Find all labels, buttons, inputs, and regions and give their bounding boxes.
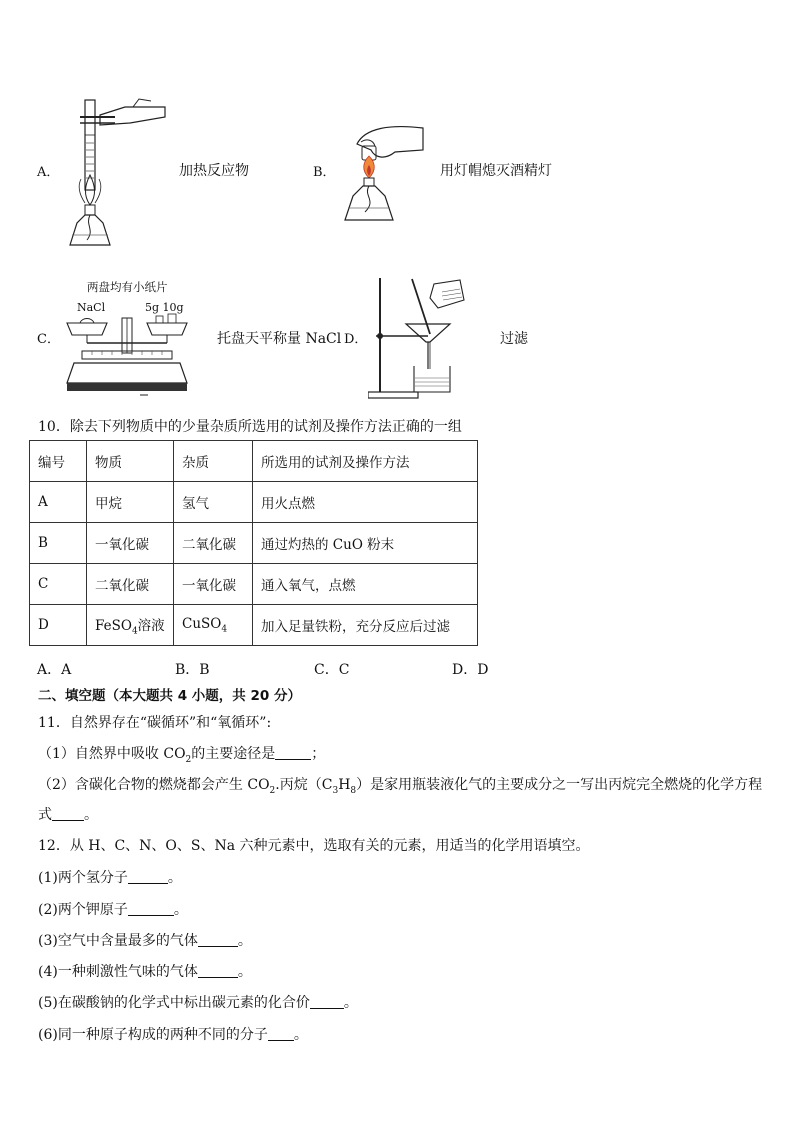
q12-item-1 — [38, 867, 182, 887]
q12-item-4 — [38, 961, 252, 981]
choice-c: C．C — [314, 662, 350, 678]
table-header-cell: 编号 — [30, 441, 87, 482]
figure-balance — [62, 313, 197, 398]
table-cell: 通入氧气，点燃 — [253, 564, 478, 605]
punct: ； — [311, 746, 326, 762]
figure-heating-apparatus — [55, 95, 175, 255]
choice-a: A．A — [37, 662, 72, 678]
q12-stem: 12．从 H、C、N、O、S、Na 六种元素中，选取有关的元素，用适当的化学用语填空。 — [38, 838, 590, 854]
option-b-text: 用灯帽熄灭酒精灯 — [440, 163, 552, 179]
formula-cuso4: CuSO — [182, 615, 222, 632]
option-a-letter: A． — [37, 165, 60, 180]
q11-part2-text2: .丙烷（C — [275, 777, 333, 793]
q11-part1-text2: 的主要途径是 — [191, 746, 276, 762]
option-a-text: 加热反应物 — [179, 163, 249, 179]
balance-right-label: 5g 10g — [145, 301, 184, 314]
option-d-letter: D． — [344, 332, 368, 347]
table-cell: A — [30, 482, 87, 523]
q12-item-5 — [38, 992, 358, 1012]
q11-part1 — [38, 743, 325, 765]
q12-item-2 — [38, 899, 188, 919]
table-header-cell: 杂质 — [174, 441, 253, 482]
option-b-letter: B． — [313, 165, 336, 180]
q11-stem: 11．自然界存在“碳循环”和“氧循环”: — [38, 715, 272, 731]
table-row — [30, 605, 478, 646]
answer-blank — [310, 994, 344, 1009]
q12-item-text: (5)在碳酸钠的化学式中标出碳元素的化合价 — [38, 995, 310, 1011]
q11-part2-text3: H — [338, 777, 351, 793]
answer-blank — [268, 1026, 294, 1041]
table-cell: 通过灼热的 CuO 粉末 — [253, 523, 478, 564]
table-cell: 用火点燃 — [253, 482, 478, 523]
option-c-letter: C． — [37, 332, 60, 347]
cell-suffix: 溶液 — [137, 617, 165, 634]
answer-blank — [198, 963, 238, 978]
q11-part2-text: （2）含碳化合物的燃烧都会产生 CO — [38, 777, 270, 793]
option-d-text: 过滤 — [500, 331, 528, 347]
table-header-cell: 所选用的试剂及操作方法 — [253, 441, 478, 482]
table-cell: C — [30, 564, 87, 605]
table-header-row — [30, 441, 478, 482]
subscript: 4 — [221, 624, 228, 635]
formula-feso4: FeSO — [95, 617, 132, 634]
table-header-cell: 物质 — [87, 441, 174, 482]
punct: 。 — [343, 995, 358, 1011]
q10-table — [29, 440, 478, 646]
q11-part2-text4: ）是家用瓶装液化气的主要成分之一写出丙烷完全燃烧的化学方程 — [356, 777, 763, 793]
q12-item-3 — [38, 930, 252, 950]
q12-item-6 — [38, 1024, 308, 1044]
subscript: 4 — [131, 626, 138, 637]
table-row — [30, 564, 478, 605]
answer-blank — [198, 932, 238, 947]
balance-left-label: NaCl — [77, 301, 106, 314]
table-cell: B — [30, 523, 87, 564]
subscript: 2 — [185, 754, 192, 765]
table-cell: 加入足量铁粉，充分反应后过滤 — [253, 605, 478, 646]
punct: 。 — [237, 933, 252, 949]
punct: 。 — [84, 807, 98, 823]
q10-stem: 10．除去下列物质中的少量杂质所选用的试剂及操作方法正确的一组 — [38, 419, 462, 435]
table-cell — [174, 605, 253, 646]
answer-blank — [52, 806, 84, 821]
answer-blank — [275, 745, 311, 760]
q11-part1-text: （1）自然界中吸收 CO — [38, 746, 186, 762]
choice-b: B．B — [175, 662, 210, 678]
q11-part2-text5: 式 — [38, 807, 52, 823]
table-cell: 一氧化碳 — [174, 564, 253, 605]
table-cell: D — [30, 605, 87, 646]
table-cell: 氢气 — [174, 482, 253, 523]
table-cell: 二氧化碳 — [87, 564, 174, 605]
punct: 。 — [293, 1027, 308, 1043]
table-row — [30, 523, 478, 564]
punct: 。 — [167, 870, 182, 886]
q11-part2 — [38, 774, 762, 796]
table-cell: 甲烷 — [87, 482, 174, 523]
table-row — [30, 482, 478, 523]
q12-item-text: (4)一种刺激性气味的气体 — [38, 964, 198, 980]
table-cell: 一氧化碳 — [87, 523, 174, 564]
subscript: 3 — [332, 785, 339, 796]
option-c-text: 托盘天平称量 NaCl — [217, 331, 342, 347]
q12-item-text: (3)空气中含量最多的气体 — [38, 933, 198, 949]
punct: 。 — [173, 902, 188, 918]
q12-item-text: (6)同一种原子构成的两种不同的分子 — [38, 1027, 268, 1043]
q12-item-text: (1)两个氢分子 — [38, 870, 128, 886]
figure-filtration — [368, 274, 478, 404]
subscript: 2 — [269, 785, 276, 796]
answer-blank — [128, 901, 174, 916]
subscript: 8 — [350, 785, 357, 796]
punct: 。 — [237, 964, 252, 980]
table-cell — [87, 605, 174, 646]
answer-blank — [128, 869, 168, 884]
section-heading: 二、填空题（本大题共 4 小题，共 20 分） — [38, 688, 301, 704]
table-cell: 二氧化碳 — [174, 523, 253, 564]
q12-item-text: (2)两个钾原子 — [38, 902, 128, 918]
choice-d: D．D — [452, 662, 489, 678]
figure-lamp-cap — [335, 120, 430, 225]
q11-part2-line2 — [38, 804, 98, 824]
balance-caption: 两盘均有小纸片 — [87, 280, 168, 294]
